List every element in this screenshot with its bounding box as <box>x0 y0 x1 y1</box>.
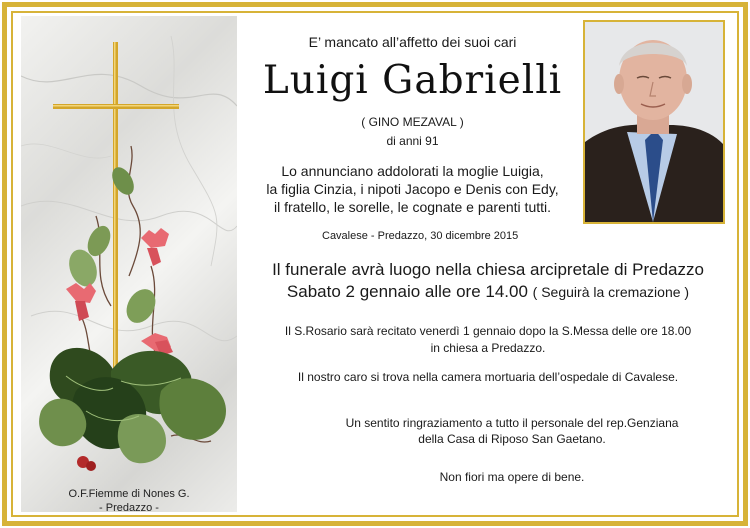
deceased-nickname: ( GINO MEZAVAL ) <box>361 115 464 129</box>
cremation-note: ( Seguirà la cremazione ) <box>532 284 690 300</box>
intro-text: E’ mancato all’affetto dei suoi cari <box>308 34 517 50</box>
funeral-home-name: O.F.Fiemme di Nones G. <box>68 488 190 500</box>
place-and-date: Cavalese - Predazzo, 30 dicembre 2015 <box>322 230 519 242</box>
funeral-home-location: - Predazzo - <box>99 502 159 512</box>
funeral-info <box>252 259 724 303</box>
announcement-line: Lo annunciano addolorati la moglie Luigia, <box>281 163 544 179</box>
cyclamen-flowers-icon <box>21 16 237 512</box>
deceased-name: Luigi Gabrielli <box>262 58 563 103</box>
portrait-illustration <box>585 22 723 222</box>
rosary-info <box>252 323 724 357</box>
closing-note: Non fiori ma opere di bene. <box>439 470 585 484</box>
thanks-line: Un sentito ringraziamento a tutto il personale del rep.Genziana <box>345 416 679 430</box>
marble-panel <box>21 16 237 512</box>
announcement-line: il fratello, le sorelle, le cognate e parenti tutti. <box>273 199 552 215</box>
funeral-time-line <box>252 281 724 303</box>
deceased-age: di anni 91 <box>386 134 439 148</box>
portrait-photo <box>583 20 725 224</box>
rosary-line: in chiesa a Predazzo. <box>430 341 546 355</box>
body-location: Il nostro caro si trova nella camera mortuaria dell’ospedale di Cavalese. <box>297 370 679 384</box>
announcement-line: la figlia Cinzia, i nipoti Jacopo e Denis con Edy, <box>266 181 559 197</box>
thanks-line: della Casa di Riposo San Gaetano. <box>418 432 606 446</box>
thanks-note <box>300 415 724 447</box>
funeral-location-line: Il funerale avrà luogo nella chiesa arcipretale di Predazzo <box>272 260 704 279</box>
funeral-time: Sabato 2 gennaio alle ore 14.00 <box>286 282 528 301</box>
rosary-line: Il S.Rosario sarà recitato venerdì 1 gennaio dopo la S.Messa delle ore 18.00 <box>284 324 692 338</box>
family-announcement <box>250 162 575 216</box>
